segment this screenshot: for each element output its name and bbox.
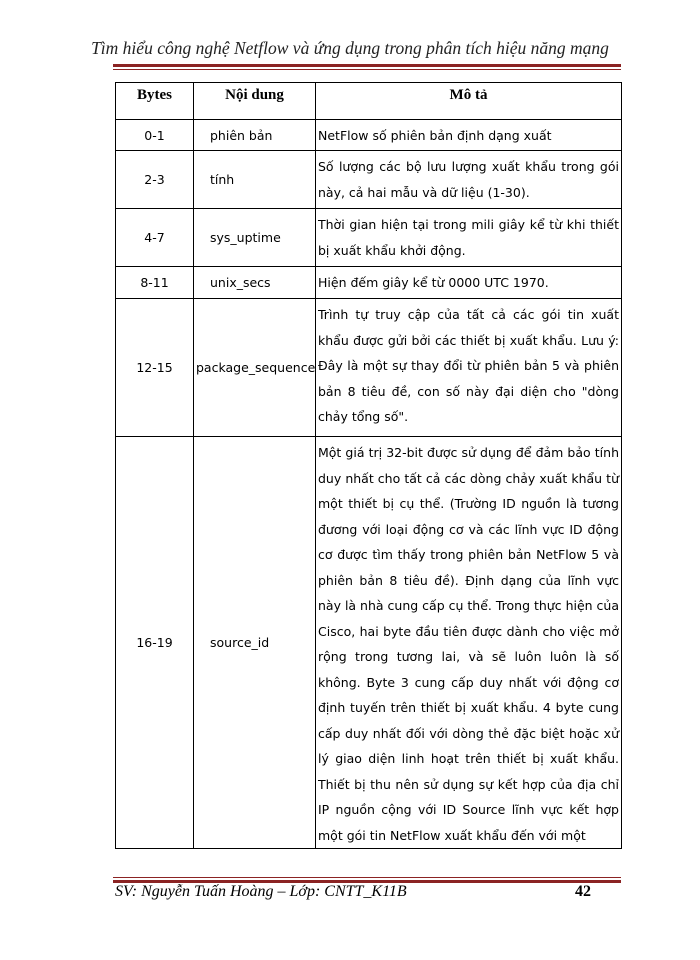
- cell-name: source_id: [194, 437, 316, 849]
- footer-rule-thin: [113, 877, 621, 878]
- footer-author: SV: Nguyễn Tuấn Hoàng – Lớp: CNTT_K11B: [115, 883, 407, 900]
- cell-desc: Thời gian hiện tại trong mili giây kể từ khi thiết bị xuất khẩu khởi động.: [316, 209, 622, 267]
- cell-desc: Một giá trị 32-bit được sử dụng để đảm bảo tính duy nhất cho tất cả các dòng chảy xuất khẩu từ một thiết bị cụ thể. (Trường ID nguồn là tương đương với loại động cơ và các lĩnh vực ID động cơ được tìm thấy trong phiên bản NetFlow 5 và phiên bản 8 tiêu đề). Định dạng của lĩnh vực này là nhà cung cấp cụ thể. Trong thực hiện của Cisco, hai byte đầu tiên được dành cho việc mở rộng trong tương lai, và sẽ luôn luôn là số không. Byte 3 cung cấp duy nhất với động cơ định tuyến trên thiết bị xuất khẩu. 4 byte cung cấp duy nhất đối với dòng thẻ đặc biệt hoặc xử lý giao diện linh hoạt trên thiết bị xuất khẩu. Thiết bị thu nên sử dụng sự kết hợp của địa chỉ IP nguồn cộng với ID Source lĩnh vực kết hợp một gói tin NetFlow xuất khẩu đến với một: [316, 437, 622, 849]
- table-row: [116, 120, 622, 151]
- cell-name: tính: [194, 151, 316, 209]
- cell-bytes: 2-3: [116, 151, 194, 209]
- table-header-row: [116, 83, 622, 120]
- netflow-header-table: [115, 82, 622, 849]
- header-rule-thick: [113, 64, 621, 67]
- cell-desc: Hiện đếm giây kể từ 0000 UTC 1970.: [316, 267, 622, 299]
- cell-desc: Số lượng các bộ lưu lượng xuất khẩu trong gói này, cả hai mẫu và dữ liệu (1-30).: [316, 151, 622, 209]
- table-row: [116, 209, 622, 267]
- page-number: 42: [575, 883, 591, 900]
- table-row: [116, 437, 622, 849]
- cell-desc: NetFlow số phiên bản định dạng xuất: [316, 120, 622, 151]
- cell-name: unix_secs: [194, 267, 316, 299]
- cell-bytes: 0-1: [116, 120, 194, 151]
- table-row: [116, 299, 622, 437]
- cell-bytes: 8-11: [116, 267, 194, 299]
- cell-bytes: 12-15: [116, 299, 194, 437]
- column-header-name: Nội dung: [194, 83, 316, 120]
- header-rule-thin: [113, 69, 621, 70]
- column-header-desc: Mô tả: [316, 83, 622, 120]
- page-header-title: Tìm hiểu công nghệ Netflow và ứng dụng trong phân tích hiệu năng mạng: [91, 38, 609, 58]
- column-header-bytes: Bytes: [116, 83, 194, 120]
- table-row: [116, 151, 622, 209]
- cell-name: sys_uptime: [194, 209, 316, 267]
- cell-desc: Trình tự truy cập của tất cả các gói tin xuất khẩu được gửi bởi các thiết bị xuất khẩu. Lưu ý: Đây là một sự thay đổi từ phiên bản 5 và phiên bản 8 tiêu đề, con số này đại diện cho "dòng chảy tổng số".: [316, 299, 622, 437]
- cell-name: package_sequence: [194, 299, 316, 437]
- cell-bytes: 4-7: [116, 209, 194, 267]
- cell-name: phiên bản: [194, 120, 316, 151]
- table-row: [116, 267, 622, 299]
- cell-bytes: 16-19: [116, 437, 194, 849]
